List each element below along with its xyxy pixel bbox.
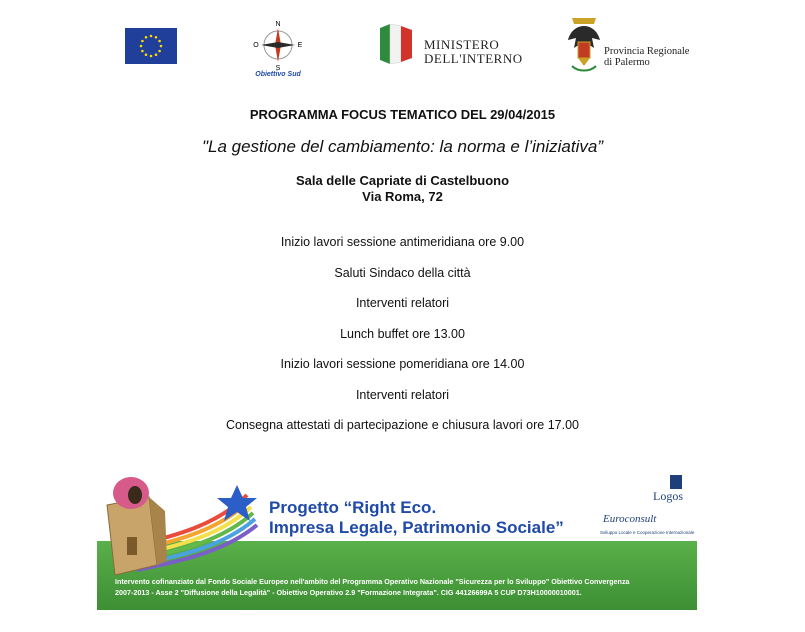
schedule-item: Saluti Sindaco della città [334, 265, 471, 280]
provincia-line1: Provincia Regionale [604, 46, 690, 57]
funding-note [115, 576, 690, 598]
funding-line2: 2007-2013 - Asse 2 "Diffusione della Legalità" - Obiettivo Operativo 2.9 "Formazione Integrata". CIG 44126699A 5 CUP D73H10000010001. [115, 588, 582, 597]
eu-stars-icon [125, 28, 177, 64]
euroconsult-label: Euroconsult [603, 513, 657, 525]
programme-title: "La gestione del cambiamento: la norma e l’iniziativa” [201, 137, 604, 156]
schedule-list [0, 234, 805, 448]
logos-mark-icon [668, 475, 684, 489]
italian-flag-icon [380, 24, 412, 64]
compass-n: N [275, 21, 281, 28]
venue [0, 173, 805, 205]
schedule-item: Inizio lavori sessione antimeridiana ore 9.00 [280, 235, 525, 249]
eagle-crest-icon [566, 14, 602, 76]
schedule-item: Lunch buffet ore 13.00 [340, 326, 465, 341]
project-title-line2: Impresa Legale, Patrimonio Sociale” [269, 518, 564, 537]
compass-s: S [275, 65, 281, 72]
schedule-item: Interventi relatori [355, 387, 450, 402]
obiettivo-sud-label: Obiettivo Sud [255, 71, 301, 78]
ministero-line1: MINISTERO [424, 37, 500, 52]
schedule-item: Inizio lavori sessione pomeridiana ore 14.00 [280, 357, 525, 371]
compass-o: O [253, 42, 259, 49]
ministero-logo [380, 24, 530, 68]
funding-line1: Intervento cofinanziato dal Fondo Sociale Europeo nell'ambito del Programma Operativo Nazionale "Sicurezza per lo Sviluppo" Obiettivo Convergenza [115, 577, 630, 586]
logos-label: Logos [653, 489, 683, 503]
ministero-line2: DELL'INTERNO [424, 51, 523, 66]
compass-e: E [297, 42, 303, 49]
programme-header: PROGRAMMA FOCUS TEMATICO DEL 29/04/2015 [249, 107, 556, 122]
project-banner [97, 465, 697, 610]
venue-name: Sala delle Capriate di Castelbuono [295, 173, 510, 188]
schedule-item: Consegna attestati di partecipazione e chiusura lavori ore 17.00 [226, 418, 579, 432]
venue-address: Via Roma, 72 [362, 189, 443, 204]
schedule-item: Interventi relatori [355, 296, 450, 310]
provincia-logo [566, 14, 696, 78]
euroconsult-sub: Sviluppo Locale e Cooperazione Internazionale [600, 530, 695, 535]
project-title-line1: Progetto “Right Eco. [269, 498, 437, 517]
provincia-line2: di Palermo [604, 57, 650, 68]
project-title [269, 498, 564, 538]
eu-flag-icon [125, 28, 177, 64]
